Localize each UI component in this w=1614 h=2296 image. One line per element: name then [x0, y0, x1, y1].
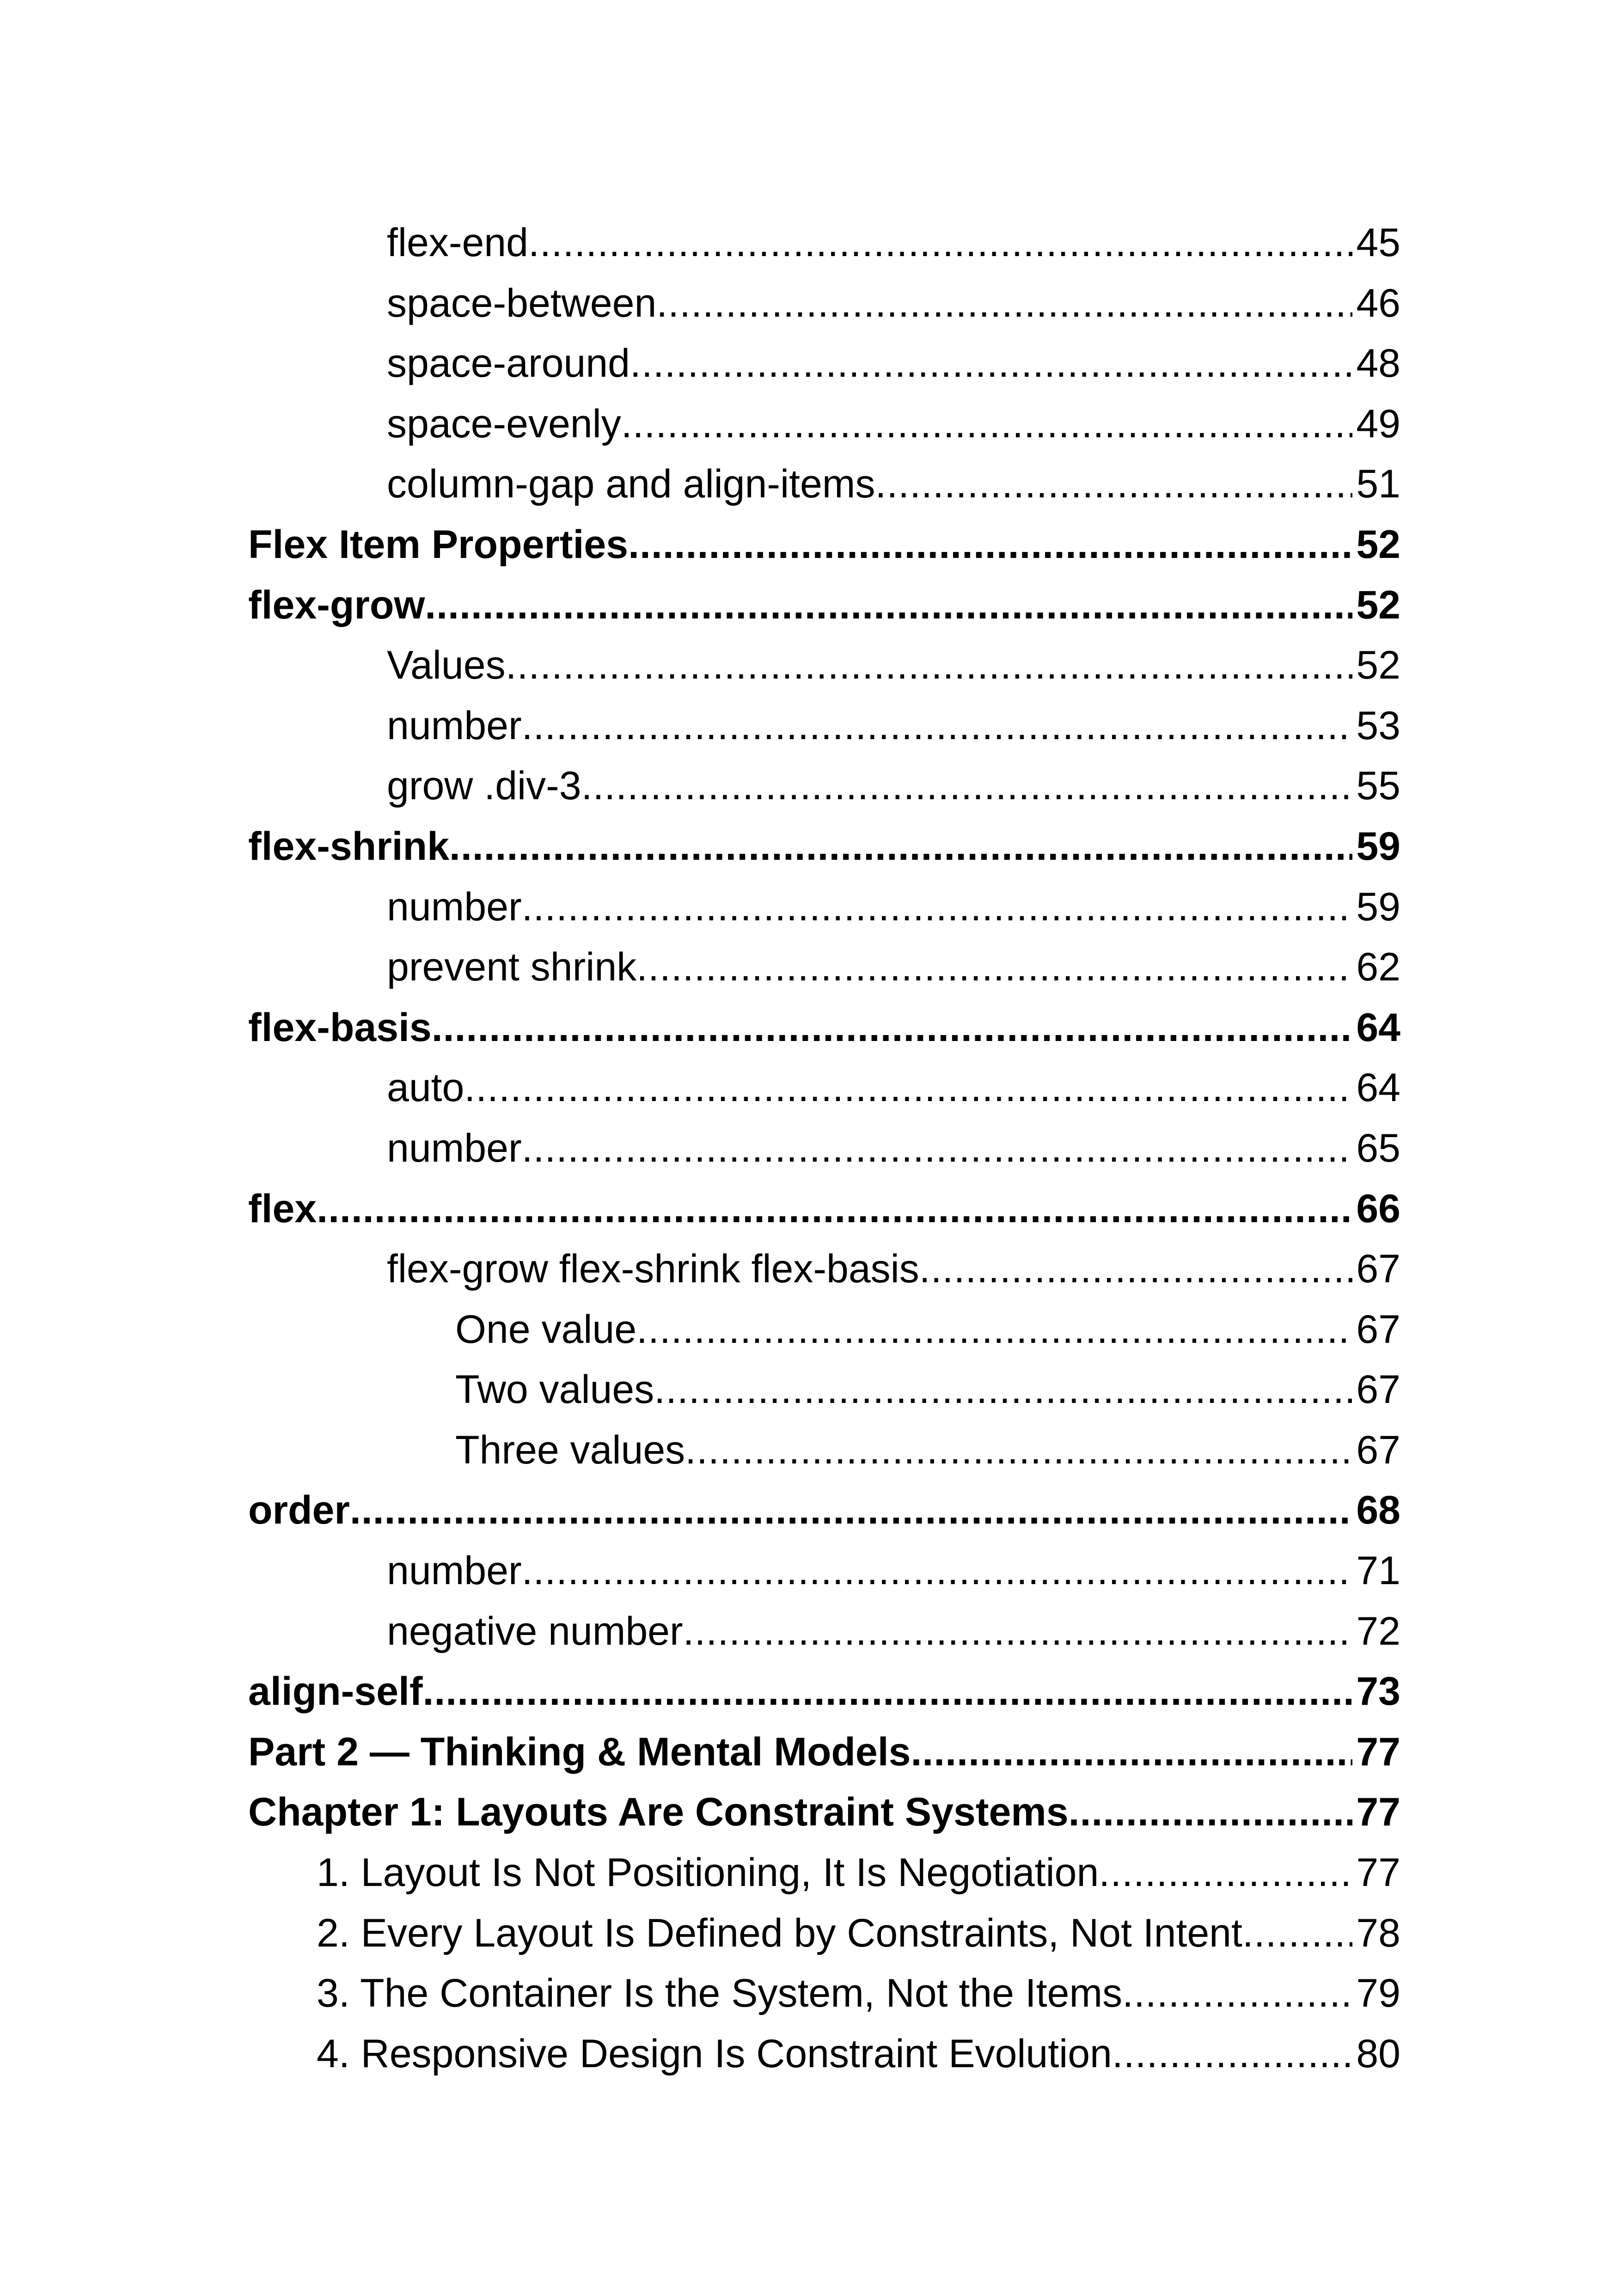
toc-entry-page: 51: [1356, 462, 1400, 507]
toc-entry-page: 52: [1356, 643, 1400, 688]
toc-entry-page: 79: [1356, 1971, 1400, 2016]
toc-entry[interactable]: [248, 1601, 1400, 1662]
toc-entry[interactable]: [248, 1782, 1400, 1843]
toc-entry-title: Two values: [455, 1367, 654, 1412]
toc-entry-title: number: [387, 1549, 522, 1593]
dot-leader: [656, 273, 1352, 334]
dot-leader: [522, 696, 1353, 756]
toc-entry-page: 52: [1356, 582, 1400, 627]
toc-entry-page: 67: [1356, 1367, 1400, 1412]
toc-entry-page: 52: [1356, 522, 1400, 567]
toc-entry-title: 1. Layout Is Not Positioning, It Is Negotiation: [317, 1850, 1099, 1895]
toc-entry[interactable]: [248, 998, 1400, 1058]
toc-entry-page: 48: [1356, 341, 1400, 386]
toc-entry-title: 3. The Container Is the System, Not the Items: [317, 1971, 1123, 2016]
dot-leader: [630, 333, 1352, 394]
toc-entry-page: 71: [1356, 1549, 1400, 1593]
toc-entry[interactable]: [248, 575, 1400, 636]
toc-entry-title: Part 2 — Thinking & Mental Models: [248, 1729, 911, 1774]
toc-entry-title: space-around: [387, 341, 630, 386]
dot-leader: [621, 394, 1353, 454]
toc-entry[interactable]: [248, 1541, 1400, 1601]
toc-entry[interactable]: [248, 1239, 1400, 1299]
toc-entry[interactable]: [248, 877, 1400, 937]
toc-entry-page: 59: [1356, 824, 1400, 869]
toc-entry-title: negative number: [387, 1609, 683, 1653]
toc-entry[interactable]: [248, 1359, 1400, 1420]
dot-leader: [522, 1118, 1353, 1179]
dot-leader: [506, 635, 1353, 696]
toc-entry-page: 66: [1356, 1186, 1400, 1231]
toc-entry-page: 59: [1356, 884, 1400, 929]
toc-entry[interactable]: [248, 1661, 1400, 1722]
toc-entry-title: space-evenly: [387, 401, 621, 446]
toc-entry-title: flex-basis: [248, 1005, 432, 1050]
toc-entry-page: 45: [1356, 220, 1400, 265]
toc-entry[interactable]: [248, 454, 1400, 514]
toc-entry[interactable]: [248, 394, 1400, 454]
toc-entry[interactable]: [248, 1058, 1400, 1118]
toc-entry-title: flex-grow flex-shrink flex-basis: [387, 1247, 919, 1292]
toc-entry-title: auto: [387, 1065, 465, 1110]
toc-entry[interactable]: [248, 1480, 1400, 1541]
toc-entry-title: Three values: [455, 1427, 685, 1472]
dot-leader: [432, 998, 1353, 1058]
toc-entry[interactable]: [248, 273, 1400, 334]
toc-entry-title: prevent shrink: [387, 945, 637, 990]
toc-entry-page: 68: [1356, 1488, 1400, 1533]
toc-entry-page: 65: [1356, 1126, 1400, 1170]
toc-entry-title: number: [387, 884, 522, 929]
toc-entry-title: One value: [455, 1307, 637, 1352]
toc-entry-page: 55: [1356, 764, 1400, 808]
toc-entry-title: flex-end: [387, 220, 528, 265]
toc-entry-title: 4. Responsive Design Is Constraint Evolution: [317, 2031, 1112, 2076]
dot-leader: [1069, 1782, 1353, 1843]
toc-entry-title: number: [387, 1126, 522, 1170]
toc-entry-page: 64: [1356, 1065, 1400, 1110]
dot-leader: [528, 213, 1352, 273]
toc-entry-page: 72: [1356, 1609, 1400, 1653]
dot-leader: [911, 1722, 1353, 1782]
toc-entry[interactable]: [248, 1843, 1400, 1903]
toc-entry[interactable]: [248, 635, 1400, 696]
toc-entry-page: 67: [1356, 1307, 1400, 1352]
dot-leader: [636, 1299, 1352, 1360]
toc-entry-title: flex: [248, 1186, 317, 1231]
dot-leader: [875, 454, 1352, 514]
toc-entry[interactable]: [248, 1118, 1400, 1179]
toc-entry-title: flex-shrink: [248, 824, 449, 869]
dot-leader: [581, 756, 1353, 816]
table-of-contents: [248, 213, 1400, 2084]
dot-leader: [522, 877, 1353, 937]
toc-entry[interactable]: [248, 514, 1400, 575]
toc-entry-page: 67: [1356, 1427, 1400, 1472]
dot-leader: [1099, 1843, 1352, 1903]
toc-entry-page: 64: [1356, 1005, 1400, 1050]
dot-leader: [685, 1420, 1352, 1481]
toc-entry-title: column-gap and align-items: [387, 462, 875, 507]
dot-leader: [464, 1058, 1352, 1118]
dot-leader: [919, 1239, 1353, 1299]
toc-entry-page: 73: [1356, 1669, 1400, 1714]
dot-leader: [1112, 2024, 1352, 2084]
toc-entry-page: 67: [1356, 1247, 1400, 1292]
toc-entry[interactable]: [248, 213, 1400, 273]
toc-entry-title: space-between: [387, 281, 657, 325]
toc-entry[interactable]: [248, 1299, 1400, 1360]
toc-entry-title: align-self: [248, 1669, 423, 1714]
dot-leader: [350, 1480, 1352, 1541]
dot-leader: [636, 937, 1352, 998]
toc-entry-page: 77: [1356, 1790, 1400, 1835]
toc-entry-page: 78: [1356, 1910, 1400, 1955]
toc-entry-page: 49: [1356, 401, 1400, 446]
dot-leader: [522, 1541, 1353, 1601]
toc-entry-title: Flex Item Properties: [248, 522, 629, 567]
dot-leader: [654, 1359, 1352, 1420]
toc-entry[interactable]: [248, 816, 1400, 877]
dot-leader: [1122, 1963, 1352, 2024]
toc-entry-page: 53: [1356, 703, 1400, 748]
toc-entry[interactable]: [248, 937, 1400, 998]
toc-entry-page: 77: [1356, 1729, 1400, 1774]
dot-leader: [1242, 1903, 1352, 1964]
toc-entry-page: 46: [1356, 281, 1400, 325]
dot-leader: [425, 575, 1352, 636]
toc-entry[interactable]: [248, 1420, 1400, 1481]
toc-entry-title: 2. Every Layout Is Defined by Constraints, Not Intent: [317, 1910, 1242, 1955]
toc-entry-title: number: [387, 703, 522, 748]
toc-entry-page: 80: [1356, 2031, 1400, 2076]
toc-entry[interactable]: [248, 1903, 1400, 1964]
toc-entry-title: Chapter 1: Layouts Are Constraint Systems: [248, 1790, 1069, 1835]
toc-entry-page: 77: [1356, 1850, 1400, 1895]
dot-leader: [423, 1661, 1353, 1722]
dot-leader: [683, 1601, 1353, 1662]
toc-entry[interactable]: [248, 1179, 1400, 1239]
toc-entry[interactable]: [248, 756, 1400, 816]
toc-entry[interactable]: [248, 1963, 1400, 2024]
toc-entry-page: 62: [1356, 945, 1400, 990]
toc-entry[interactable]: [248, 696, 1400, 756]
toc-entry-title: Values: [387, 643, 506, 688]
toc-entry[interactable]: [248, 2024, 1400, 2084]
dot-leader: [449, 816, 1352, 877]
dot-leader: [317, 1179, 1352, 1239]
toc-entry[interactable]: [248, 1722, 1400, 1782]
toc-entry-title: grow .div-3: [387, 764, 581, 808]
toc-entry[interactable]: [248, 333, 1400, 394]
toc-entry-title: flex-grow: [248, 582, 425, 627]
toc-entry-title: order: [248, 1488, 350, 1533]
dot-leader: [628, 514, 1352, 575]
